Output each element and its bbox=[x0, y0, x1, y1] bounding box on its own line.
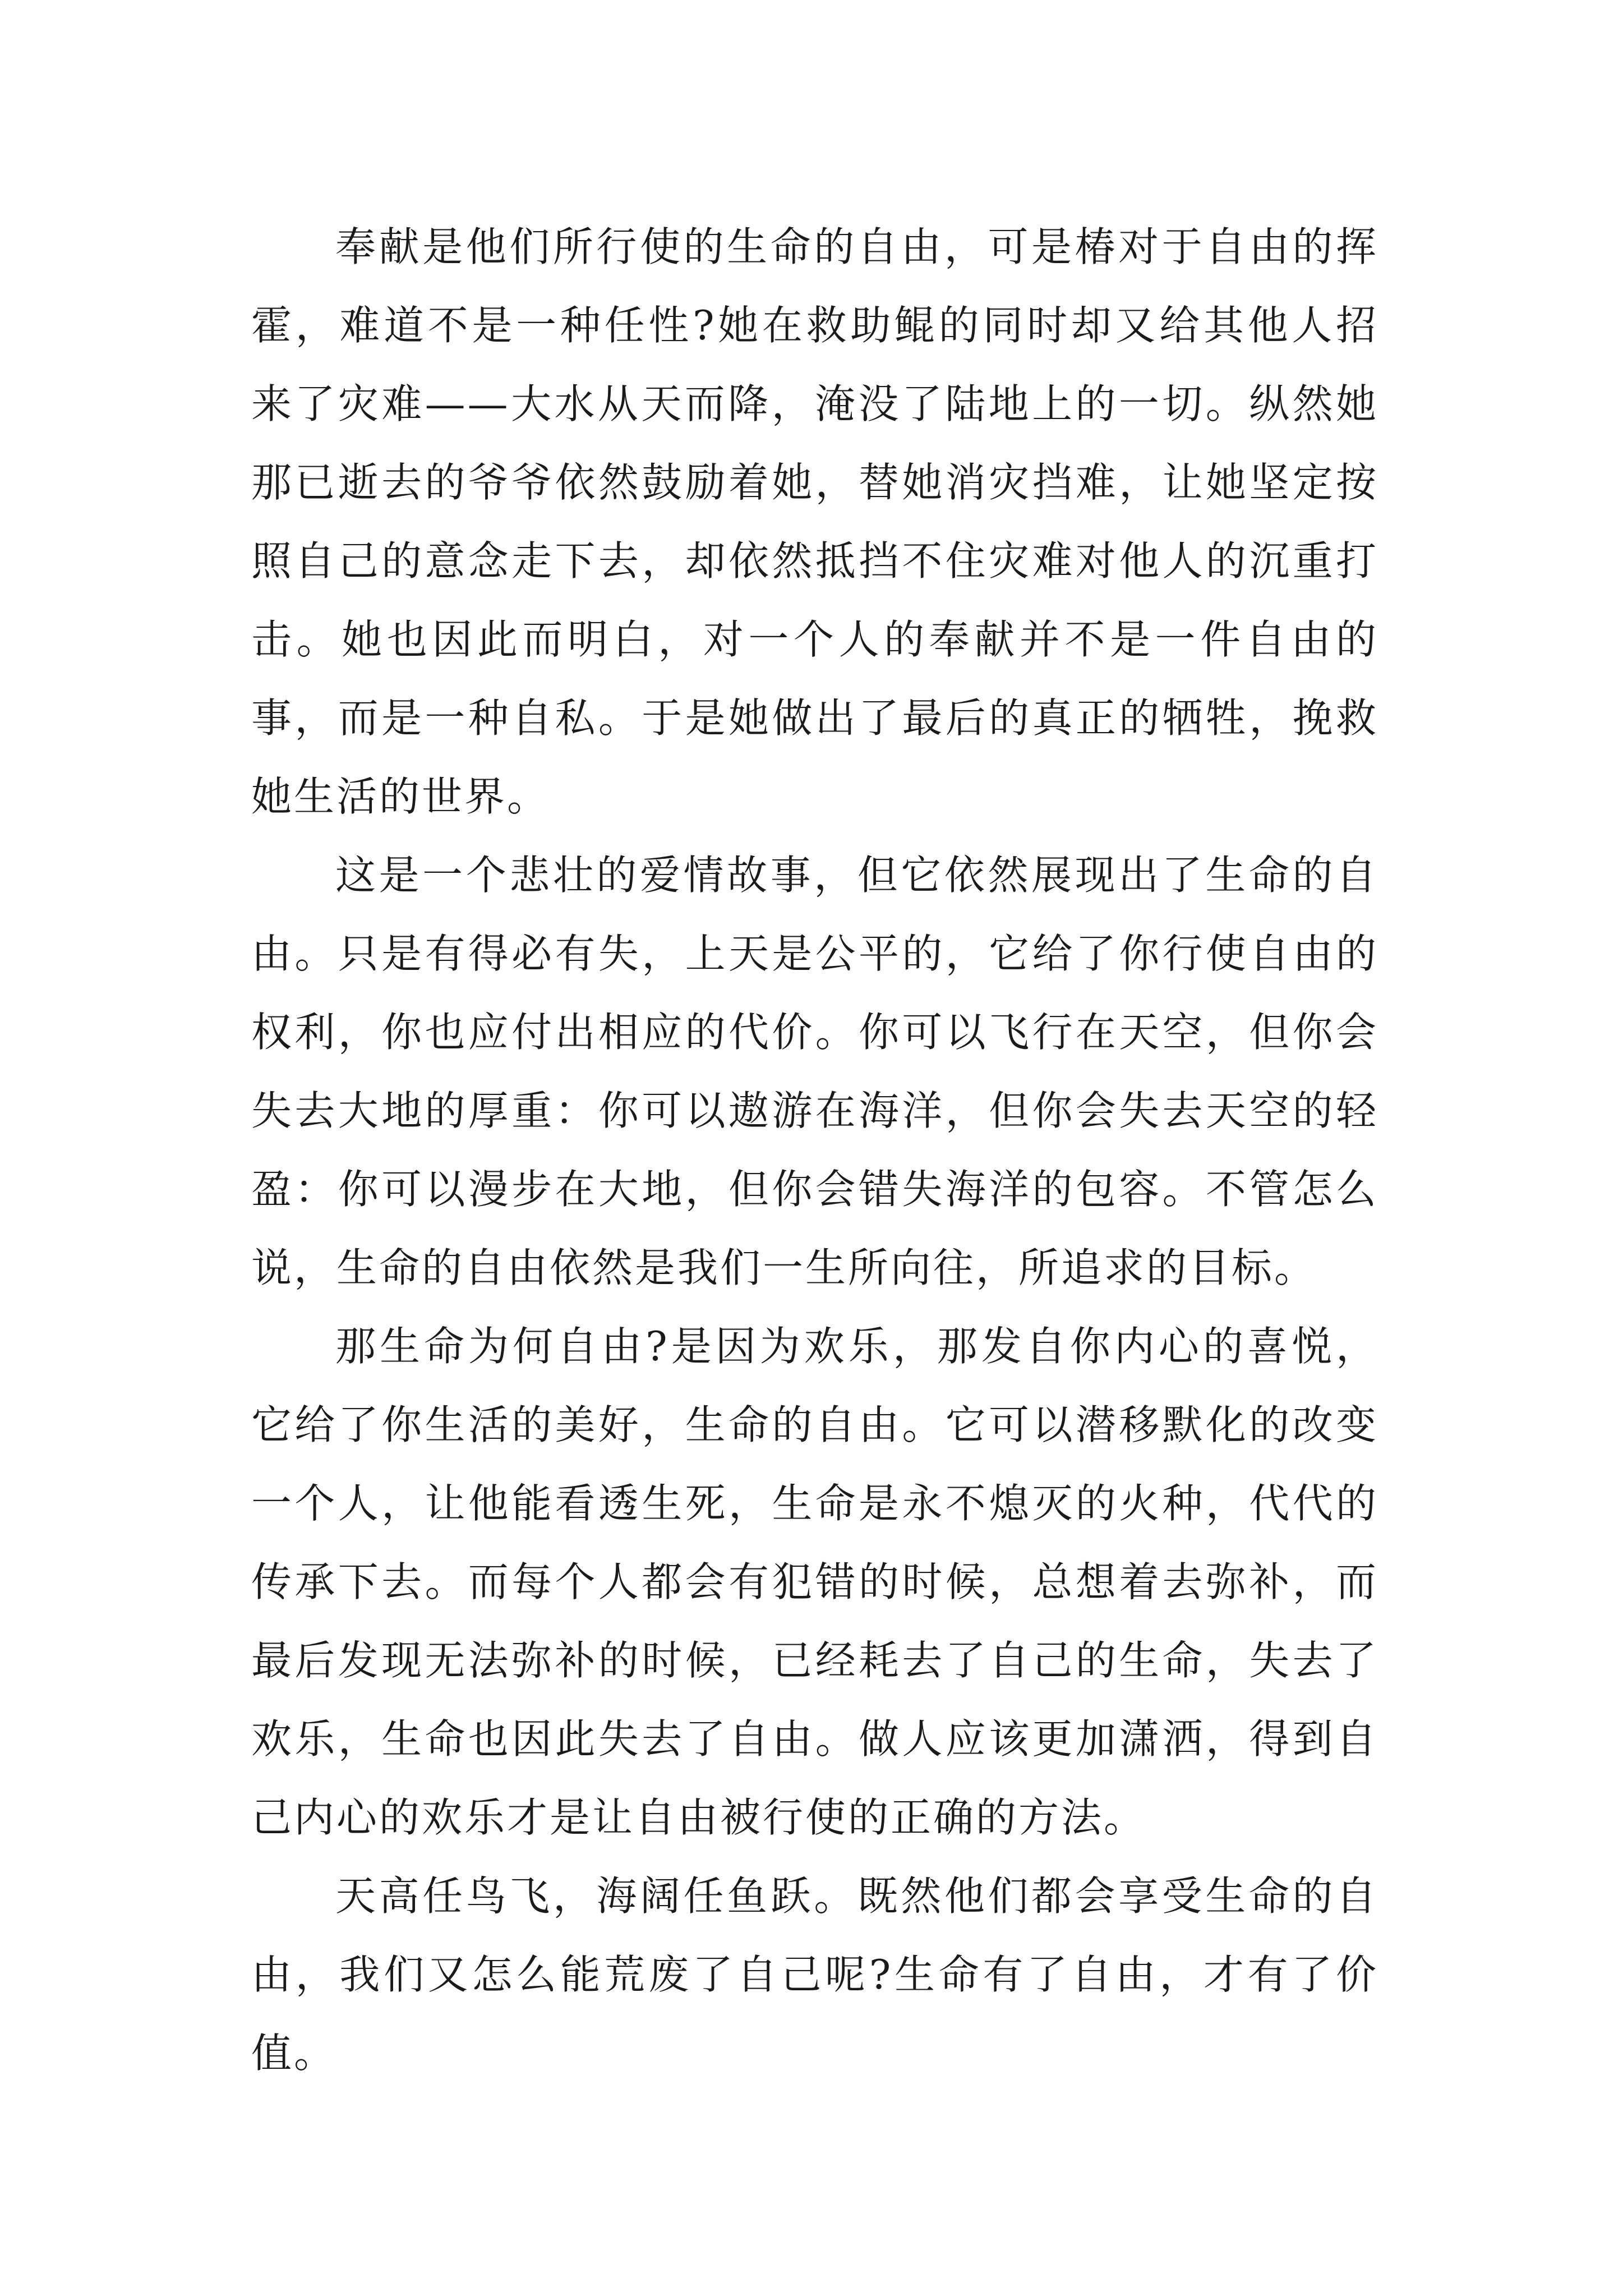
paragraph-1: 奉献是他们所行使的生命的自由，可是椿对于自由的挥霍，难道不是一种任性?她在救助鲲的同时却又给其他人招来了灾难——大水从天而降，淹没了陆地上的一切。纵然她那已逝去的爷爷依然鼓励着她，替她消灾挡难，让她坚定按照自己的意念走下去，却依然抵挡不住灾难对他人的沉重打击。她也因此而明白，对一个人的奉献并不是一件自由的事，而是一种自私。于是她做出了最后的真正的牺牲，挽救她生活的世界。 bbox=[251, 223, 1378, 820]
paragraph-2: 这是一个悲壮的爱情故事，但它依然展现出了生命的自由。只是有得必有失，上天是公平的，它给了你行使自由的权利，你也应付出相应的代价。你可以飞行在天空，但你会失去大地的厚重：你可以遨游在海洋，但你会失去天空的轻盈：你可以漫步在大地，但你会错失海洋的包容。不管怎么说，生命的自由依然是我们一生所向往，所追求的目标。 bbox=[251, 852, 1378, 1291]
body-text bbox=[251, 208, 1378, 2092]
paragraph-3: 那生命为何自由?是因为欢乐，那发自你内心的喜悦，它给了你生活的美好，生命的自由。它可以潜移默化的改变一个人，让他能看透生死，生命是永不熄灭的火种，代代的传承下去。而每个人都会有犯错的时候，总想着去弥补，而最后发现无法弥补的时候，已经耗去了自己的生命，失去了欢乐，生命也因此失去了自由。做人应该更加潇洒，得到自己内心的欢乐才是让自由被行使的正确的方法。 bbox=[251, 1323, 1378, 1841]
paragraph-4: 天高任鸟飞，海阔任鱼跃。既然他们都会享受生命的自由，我们又怎么能荒废了自己呢?生命有了自由，才有了价值。 bbox=[251, 1872, 1378, 2077]
